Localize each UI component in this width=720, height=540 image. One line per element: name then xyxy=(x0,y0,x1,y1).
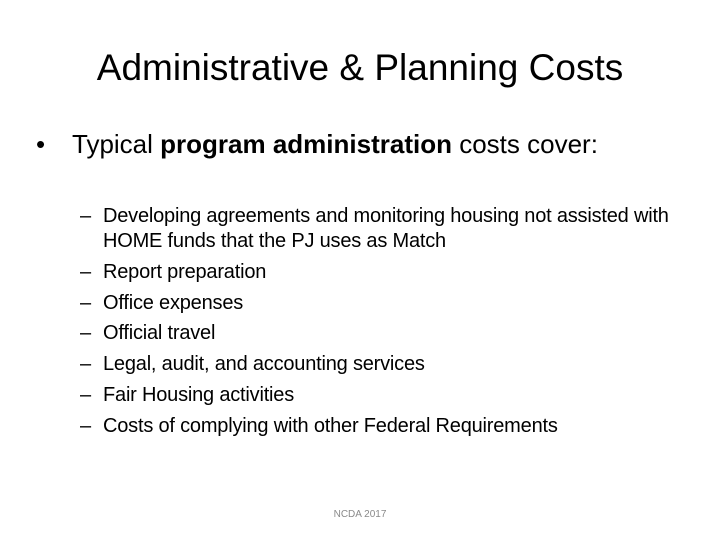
slide-title: Administrative & Planning Costs xyxy=(96,47,624,88)
sub-bullet-text: Report preparation xyxy=(103,260,267,283)
sub-bullet-item xyxy=(80,260,690,285)
main-bullet-suffix: costs cover: xyxy=(451,129,598,159)
sub-bullet-text: Official travel xyxy=(103,322,216,345)
sub-bullet-list xyxy=(80,204,690,445)
sub-bullet-item xyxy=(80,321,690,346)
bullet-dot-icon: • xyxy=(36,129,46,159)
sub-bullet-text: Developing agreements and monitoring housing not assisted with HOME funds that the PJ uses as Match xyxy=(103,205,669,252)
sub-bullet-item xyxy=(80,352,690,377)
sub-bullet-item xyxy=(80,291,690,316)
sub-bullet-item xyxy=(80,204,690,254)
dash-icon: – xyxy=(80,322,91,345)
main-bullet-text xyxy=(36,130,676,159)
main-bullet xyxy=(36,130,676,159)
dash-icon: – xyxy=(80,205,91,227)
sub-bullet-item xyxy=(80,383,690,408)
dash-icon: – xyxy=(80,291,91,314)
sub-bullet-text: Fair Housing activities xyxy=(103,383,295,406)
dash-icon: – xyxy=(80,260,91,283)
main-bullet-bold: program administration xyxy=(160,129,452,159)
sub-bullet-text: Office expenses xyxy=(103,291,244,314)
sub-bullet-item xyxy=(80,414,690,439)
sub-bullet-text: Legal, audit, and accounting services xyxy=(103,353,425,376)
sub-bullet-text: Costs of complying with other Federal Requirements xyxy=(103,414,558,437)
dash-icon: – xyxy=(80,353,91,376)
dash-icon: – xyxy=(80,383,91,406)
main-bullet-prefix: Typical xyxy=(72,129,161,159)
slide-footer: NCDA 2017 xyxy=(333,509,387,520)
dash-icon: – xyxy=(80,414,91,437)
